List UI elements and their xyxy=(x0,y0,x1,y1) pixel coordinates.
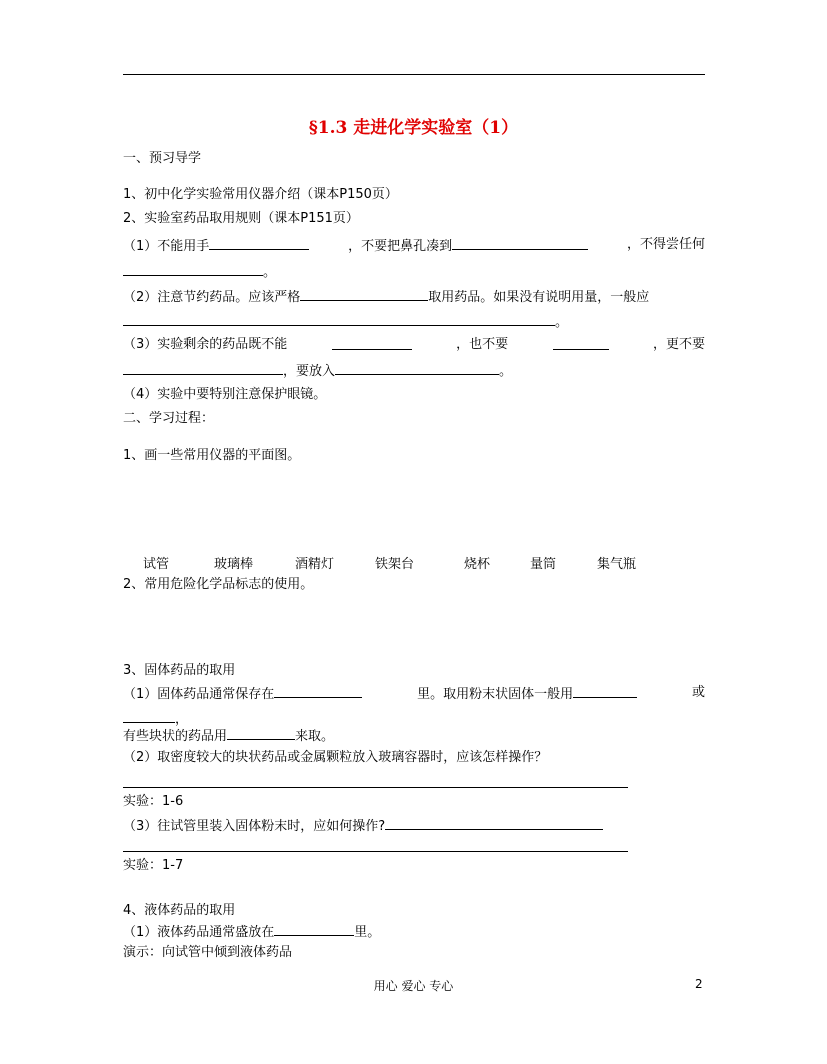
item-2: 2、实验室药品取用规则（课本P151页） xyxy=(123,211,359,226)
question-2: 2、常用危险化学品标志的使用。 xyxy=(123,577,314,592)
instrument-label: 烧杯 xyxy=(464,557,491,572)
question-3: 3、固体药品的取用 xyxy=(123,663,236,678)
page-title: §1.3 走进化学实验室（1） xyxy=(308,118,519,138)
instrument-label: 酒精灯 xyxy=(295,557,335,572)
instrument-label: 玻璃棒 xyxy=(214,557,254,572)
blank xyxy=(385,816,603,830)
blank xyxy=(274,684,362,698)
rule-3-cont: ，要放入 。 xyxy=(123,361,512,381)
liquid-1: （1）液体药品通常盛放在 里。 xyxy=(123,922,380,942)
instrument-label: 铁架台 xyxy=(375,557,415,572)
demo-line: 演示：向试管中倾到液体药品 xyxy=(123,945,293,960)
section-1-heading: 一、预习导学 xyxy=(123,151,202,166)
answer-line xyxy=(123,787,628,788)
page-footer: 用心 爱心 专心 xyxy=(373,979,454,993)
solid-2: （2）取密度较大的块状药品或金属颗粒放入玻璃容器时，应该怎样操作？ xyxy=(123,750,548,765)
section-2-heading: 二、学习过程： xyxy=(123,411,215,426)
blank xyxy=(123,262,263,276)
blank xyxy=(123,312,555,326)
blank xyxy=(553,336,609,350)
experiment-1: 实验：1-6 xyxy=(123,794,184,809)
rule-2-line: （2）注意节约药品。应该严格 取用药品。如果没有说明用量，一般应 xyxy=(123,287,649,307)
page-number: 2 xyxy=(695,977,703,991)
rule-1-line: （1）不能用手 ，不要把鼻孔凑到 ，不得尝任何 xyxy=(123,237,705,254)
header-rule xyxy=(123,74,705,75)
rule-2-cont: 。 xyxy=(123,312,568,332)
rule-1-cont: 。 xyxy=(123,262,276,282)
rule-3-line: （3）实验剩余的药品既不能 ，也不要 ，更不要 xyxy=(123,337,705,352)
item-1: 1、初中化学实验常用仪器介绍（课本P150页） xyxy=(123,187,398,202)
blank xyxy=(209,236,309,250)
question-4: 4、液体药品的取用 xyxy=(123,903,236,918)
solid-1-line: （1）固体药品通常保存在 里。取用粉末状固体一般用 或 xyxy=(123,685,705,702)
blank xyxy=(274,922,354,936)
blank xyxy=(452,236,588,250)
blank xyxy=(332,336,412,350)
instrument-label: 量筒 xyxy=(530,557,557,572)
blank xyxy=(123,361,283,375)
question-1: 1、画一些常用仪器的平面图。 xyxy=(123,448,301,463)
solid-3: （3）往试管里装入固体粉末时，应如何操作? xyxy=(123,816,603,836)
blank xyxy=(123,709,175,723)
answer-line xyxy=(123,851,628,852)
blank xyxy=(227,726,295,740)
blank xyxy=(573,684,637,698)
instrument-label: 集气瓶 xyxy=(597,557,637,572)
solid-1-cont: ， xyxy=(123,709,188,729)
blank xyxy=(335,361,499,375)
solid-1-cont2: 有些块状的药品用 来取。 xyxy=(123,726,334,746)
instrument-label: 试管 xyxy=(143,557,170,572)
blank xyxy=(300,287,428,301)
rule-4: （4）实验中要特别注意保护眼镜。 xyxy=(123,387,327,402)
experiment-2: 实验：1-7 xyxy=(123,858,184,873)
